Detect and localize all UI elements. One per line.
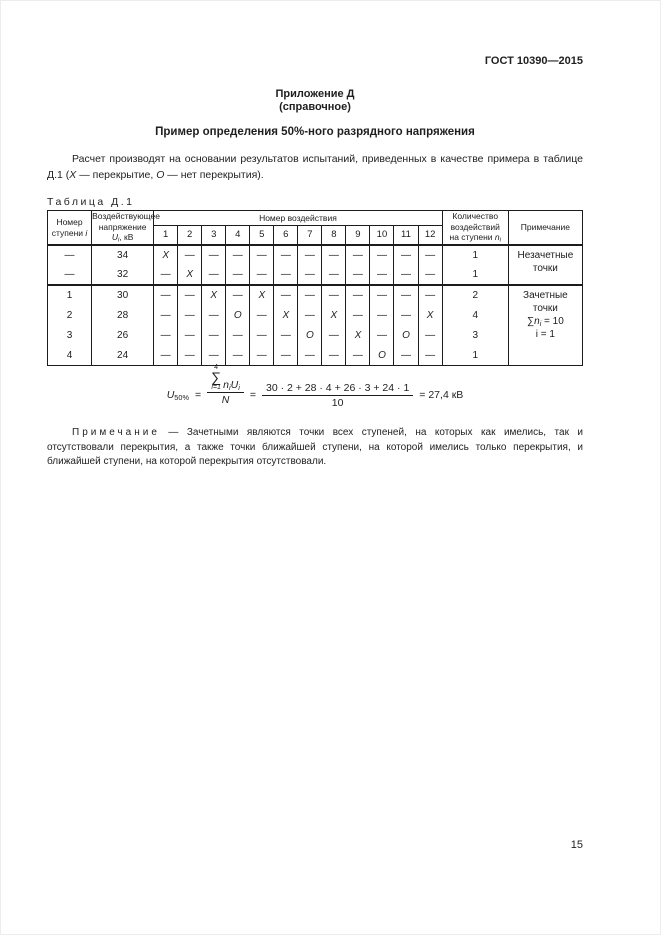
table-row: [48, 345, 583, 365]
cell-impact: —: [322, 245, 346, 265]
sum-expression: $n_iU_i$: [223, 378, 240, 392]
col-header-step: Номер ступени i: [48, 211, 92, 246]
cell-group-note: Зачетные точки $\sum n_i = 10$ i = 1: [508, 285, 582, 365]
cell-impact: —: [346, 305, 370, 325]
cell-impact: X: [202, 285, 226, 305]
col-header-count: Количество воздействий на ступени $n_i$: [442, 211, 508, 246]
cell-impact: —: [394, 285, 418, 305]
cell-voltage: 32: [92, 265, 154, 285]
cell-impact: —: [274, 265, 298, 285]
col-header-impact-group: Номер воздействия: [154, 211, 443, 226]
cell-impact: —: [154, 265, 178, 285]
cell-impact: —: [346, 285, 370, 305]
formula-equals-1: =: [195, 389, 202, 401]
cell-impact: —: [274, 345, 298, 365]
col-header-impact-number: 4: [226, 225, 250, 245]
no-flashover-mark: О: [156, 169, 165, 181]
col-header-impact-number: 6: [274, 225, 298, 245]
formula: [47, 366, 583, 424]
cell-impact: —: [178, 325, 202, 345]
cell-step: —: [48, 245, 92, 265]
formula-lhs: $U_{50\%}$: [166, 388, 189, 402]
cell-impact: —: [370, 245, 394, 265]
cell-impact: X: [178, 265, 202, 285]
cell-impact: —: [202, 265, 226, 285]
cell-impact: —: [394, 245, 418, 265]
formula-fraction-values: [262, 382, 413, 409]
cell-impact: —: [418, 325, 442, 345]
cell-step: 2: [48, 305, 92, 325]
cell-impact: —: [370, 265, 394, 285]
sigma-upper-limit: 4: [214, 364, 219, 371]
cell-impact: —: [322, 285, 346, 305]
sigma-lower-limit: i=1: [211, 384, 221, 391]
cell-impact: О: [394, 325, 418, 345]
cell-impact: —: [250, 345, 274, 365]
cell-impact: —: [418, 265, 442, 285]
cell-impact: —: [178, 345, 202, 365]
cell-impact: X: [250, 285, 274, 305]
doc-number: ГОСТ 10390—2015: [484, 55, 583, 67]
intro-text-1: Расчет производят на основании результатов испытаний, приведенных в качестве примера в таблице Д.1 (: [47, 153, 583, 181]
col-header-impact-number: 11: [394, 225, 418, 245]
cell-voltage: 34: [92, 245, 154, 265]
cell-impact: —: [298, 265, 322, 285]
cell-count: 3: [442, 325, 508, 345]
cell-impact: —: [394, 265, 418, 285]
cell-group-note: Незачетные точки: [508, 245, 582, 285]
col-header-impact-number: 3: [202, 225, 226, 245]
col-header-impact-number: 10: [370, 225, 394, 245]
cell-impact: —: [418, 285, 442, 305]
cell-impact: —: [154, 345, 178, 365]
section-heading: Пример определения 50%-ного разрядного напряжения: [155, 126, 475, 138]
cell-impact: —: [250, 265, 274, 285]
intro-paragraph: [47, 151, 583, 183]
intro-text-2: — перекрытие,: [76, 169, 157, 181]
sigma-icon: ∑: [211, 369, 222, 385]
note-paragraph: [47, 426, 583, 470]
cell-impact: —: [322, 265, 346, 285]
cell-impact: X: [346, 325, 370, 345]
col-header-impact-number: 5: [250, 225, 274, 245]
cell-impact: —: [370, 305, 394, 325]
cell-impact: —: [154, 305, 178, 325]
cell-impact: —: [250, 325, 274, 345]
table-row: [48, 245, 583, 265]
cell-impact: —: [154, 285, 178, 305]
formula-equals-2: =: [249, 389, 256, 401]
cell-impact: —: [322, 325, 346, 345]
cell-impact: —: [202, 345, 226, 365]
formula-fraction-sum: [207, 364, 244, 406]
note-label: Примечание: [72, 427, 160, 438]
cell-impact: —: [346, 345, 370, 365]
col-header-impact-number: 8: [322, 225, 346, 245]
cell-impact: —: [178, 305, 202, 325]
cell-impact: —: [274, 245, 298, 265]
col-header-impact-number: 2: [178, 225, 202, 245]
cell-impact: —: [226, 265, 250, 285]
cell-impact: О: [370, 345, 394, 365]
flashover-mark: X: [69, 169, 77, 181]
cell-impact: —: [250, 245, 274, 265]
cell-impact: —: [298, 305, 322, 325]
formula-denominator-values: 10: [331, 396, 344, 409]
cell-step: 3: [48, 325, 92, 345]
cell-impact: X: [274, 305, 298, 325]
cell-impact: —: [226, 345, 250, 365]
cell-impact: —: [226, 325, 250, 345]
cell-impact: —: [298, 345, 322, 365]
table-row: [48, 265, 583, 285]
page-number: 15: [570, 839, 583, 851]
cell-voltage: 30: [92, 285, 154, 305]
table-body: [48, 245, 583, 365]
cell-impact: О: [298, 325, 322, 345]
col-header-impact-number: 7: [298, 225, 322, 245]
cell-impact: X: [154, 245, 178, 265]
cell-impact: —: [346, 265, 370, 285]
appendix-title: Приложение Д: [275, 88, 355, 100]
cell-voltage: 28: [92, 305, 154, 325]
col-header-impact-number: 9: [346, 225, 370, 245]
cell-impact: —: [226, 285, 250, 305]
cell-count: 1: [442, 265, 508, 285]
cell-impact: —: [394, 305, 418, 325]
col-header-voltage: Воздействующее напряжение $U_i$, кВ: [92, 211, 160, 244]
intro-text-3: — нет перекрытия).: [164, 169, 264, 181]
cell-impact: —: [202, 245, 226, 265]
cell-impact: —: [418, 345, 442, 365]
cell-impact: —: [178, 245, 202, 265]
cell-step: —: [48, 265, 92, 285]
cell-impact: X: [322, 305, 346, 325]
cell-step: 4: [48, 345, 92, 365]
cell-impact: —: [154, 325, 178, 345]
cell-impact: —: [346, 245, 370, 265]
col-header-note: Примечание: [508, 211, 582, 246]
cell-impact: —: [202, 325, 226, 345]
cell-count: 1: [442, 245, 508, 265]
cell-impact: —: [202, 305, 226, 325]
formula-denominator-n: N: [221, 394, 230, 406]
cell-impact: —: [274, 285, 298, 305]
note-text: Зачетными являются точки всех ступеней, на которых как имелись, так и отсутствовали перекрытия, а также точки ближайшей ступени, на которой имелись только перекрытия, и ближайшей ступени, на которой перекрытия отсутствовали.: [47, 427, 584, 467]
cell-impact: —: [298, 285, 322, 305]
cell-impact: —: [418, 245, 442, 265]
formula-result: = 27,4 кВ: [419, 389, 464, 401]
table-row: [48, 325, 583, 345]
appendix-subtitle: (справочное): [279, 101, 351, 113]
cell-step: 1: [48, 285, 92, 305]
table-caption: Таблица Д.1: [47, 196, 135, 208]
table-row: [48, 285, 583, 305]
cell-impact: О: [226, 305, 250, 325]
cell-voltage: 26: [92, 325, 154, 345]
cell-count: 1: [442, 345, 508, 365]
cell-voltage: 24: [92, 345, 154, 365]
cell-count: 2: [442, 285, 508, 305]
cell-impact: —: [394, 345, 418, 365]
note-dash: —: [159, 427, 187, 438]
cell-impact: —: [298, 245, 322, 265]
cell-count: 4: [442, 305, 508, 325]
results-table: [47, 210, 583, 366]
cell-impact: —: [226, 245, 250, 265]
cell-impact: —: [250, 305, 274, 325]
cell-impact: —: [322, 345, 346, 365]
cell-impact: X: [418, 305, 442, 325]
table-row: [48, 305, 583, 325]
formula-numerator-values: 30 · 2 + 28 · 4 + 26 · 3 + 24 · 1: [262, 382, 413, 396]
col-header-impact-number: 12: [418, 225, 442, 245]
cell-impact: —: [274, 325, 298, 345]
cell-impact: —: [370, 285, 394, 305]
cell-impact: —: [178, 285, 202, 305]
col-header-impact-number: 1: [154, 225, 178, 245]
cell-impact: —: [370, 325, 394, 345]
